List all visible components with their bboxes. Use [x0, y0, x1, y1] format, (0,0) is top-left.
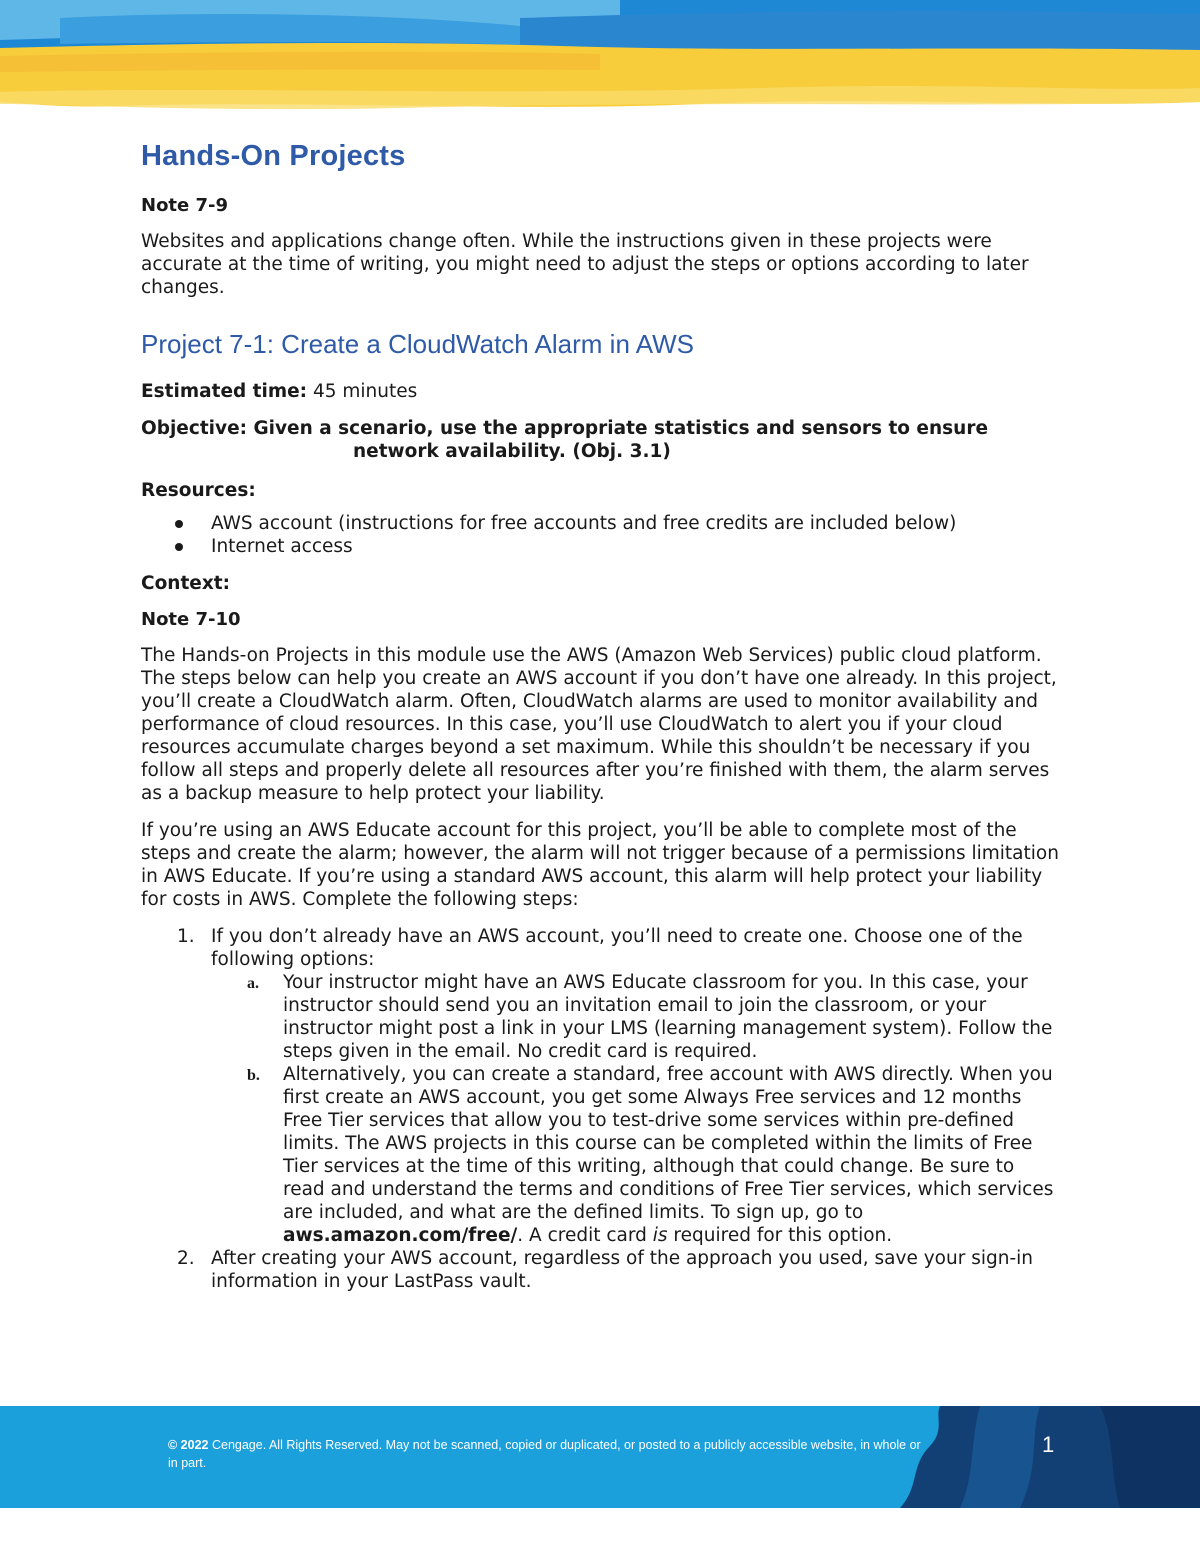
copyright-year: © 2022	[168, 1438, 209, 1452]
note-label: Note 7-10	[141, 609, 241, 630]
project-title: Project 7-1: Create a CloudWatch Alarm in AWS	[141, 329, 694, 359]
sub-step-text: Your instructor might have an AWS Educate classroom for you. In this case, your instructor should send you an invitation email to join the classroom, or your instructor might post a link in your LMS (learning management system). Follow the steps given in the email. No credit card is required.	[283, 972, 1053, 1062]
objective-line-2: network availability. (Obj. 3.1)	[353, 441, 671, 462]
estimated-time-label: Estimated time:	[141, 381, 308, 402]
step-text: If you don’t already have an AWS account, you’ll need to create one. Choose one of the following options:	[211, 926, 1023, 970]
emphasis-text: is	[652, 1225, 668, 1246]
page-footer	[0, 1406, 1200, 1508]
sub-step-item	[235, 1063, 1061, 1247]
sub-step-text: Alternatively, you can create a standard, free account with AWS directly. When you first create an AWS account, you get some Always Free services and 12 months Free Tier services that allow you to test-drive some services within pre-defined limits. The AWS projects in this course can be completed within the limits of Free Tier services at the time of this writing, although that could change. Be sure to read and understand the terms and conditions of Free Tier services, which services are included, and what are the defined limits. To sign up, go to	[283, 1064, 1054, 1223]
sub-step-letter: b.	[247, 1067, 260, 1084]
step-number: 1.	[177, 926, 195, 947]
sub-step-letter: a.	[247, 975, 259, 992]
bullet-icon	[175, 520, 183, 528]
step-item	[163, 1247, 1061, 1293]
list-item	[171, 512, 1061, 535]
step-number: 2.	[177, 1248, 195, 1269]
banner-paint-graphic	[0, 0, 1200, 118]
objective	[141, 417, 1061, 463]
note-label: Note 7-9	[141, 195, 229, 216]
resources-list	[141, 512, 1061, 558]
estimated-time-value: 45 minutes	[312, 381, 418, 402]
objective-line-1: Objective: Given a scenario, use the appropriate statistics and sensors to ensure	[141, 418, 989, 439]
copyright-notice	[168, 1436, 928, 1472]
step-item	[163, 925, 1061, 1247]
list-item	[171, 535, 1061, 558]
context-paragraph: If you’re using an AWS Educate account for this project, you’ll be able to complete most of the steps and create the alarm; however, the alarm will not trigger because of a permissions limitation in AWS Educate. If you’re using a standard AWS account, this alarm will help protect your liability for costs in AWS. Complete the following steps:	[141, 820, 1059, 910]
copyright-text: Cengage. All Rights Reserved. May not be scanned, copied or duplicated, or posted to a publicly accessible website, in whole or in part.	[168, 1438, 921, 1470]
steps-list	[141, 925, 1061, 1293]
sub-step-text: . A credit card	[517, 1225, 653, 1246]
bullet-icon	[175, 543, 183, 551]
step-text: After creating your AWS account, regardless of the approach you used, save your sign-in information in your LastPass vault.	[211, 1248, 1033, 1292]
sub-step-text: required for this option.	[667, 1225, 893, 1246]
document-body	[141, 140, 1061, 1293]
top-banner	[0, 0, 1200, 118]
sub-steps-list	[211, 971, 1061, 1247]
resource-text: AWS account (instructions for free accounts and free credits are included below)	[211, 513, 957, 534]
context-label: Context:	[141, 573, 231, 594]
note-text: Websites and applications change often. While the instructions given in these projects were accurate at the time of writing, you might need to adjust the steps or options according to later changes.	[141, 231, 1029, 298]
page-heading: Hands-On Projects	[141, 140, 406, 172]
resources-label: Resources:	[141, 480, 256, 501]
resource-text: Internet access	[211, 536, 353, 557]
page-number: 1	[1042, 1432, 1055, 1457]
context-paragraph: The Hands-on Projects in this module use the AWS (Amazon Web Services) public cloud platform. The steps below can help you create an AWS account if you don’t have one already. In this project, you’ll create a CloudWatch alarm. Often, CloudWatch alarms are used to monitor availability and performance of cloud resources. In this case, you’ll use CloudWatch to alert you if your cloud resources accumulate charges beyond a set maximum. While this shouldn’t be necessary if you follow all steps and properly delete all resources after you’re finished with them, the alarm serves as a backup measure to help protect your liability.	[141, 645, 1057, 804]
aws-free-link[interactable]: aws.amazon.com/free/	[283, 1225, 518, 1246]
sub-step-item	[235, 971, 1061, 1063]
estimated-time	[141, 380, 1061, 403]
